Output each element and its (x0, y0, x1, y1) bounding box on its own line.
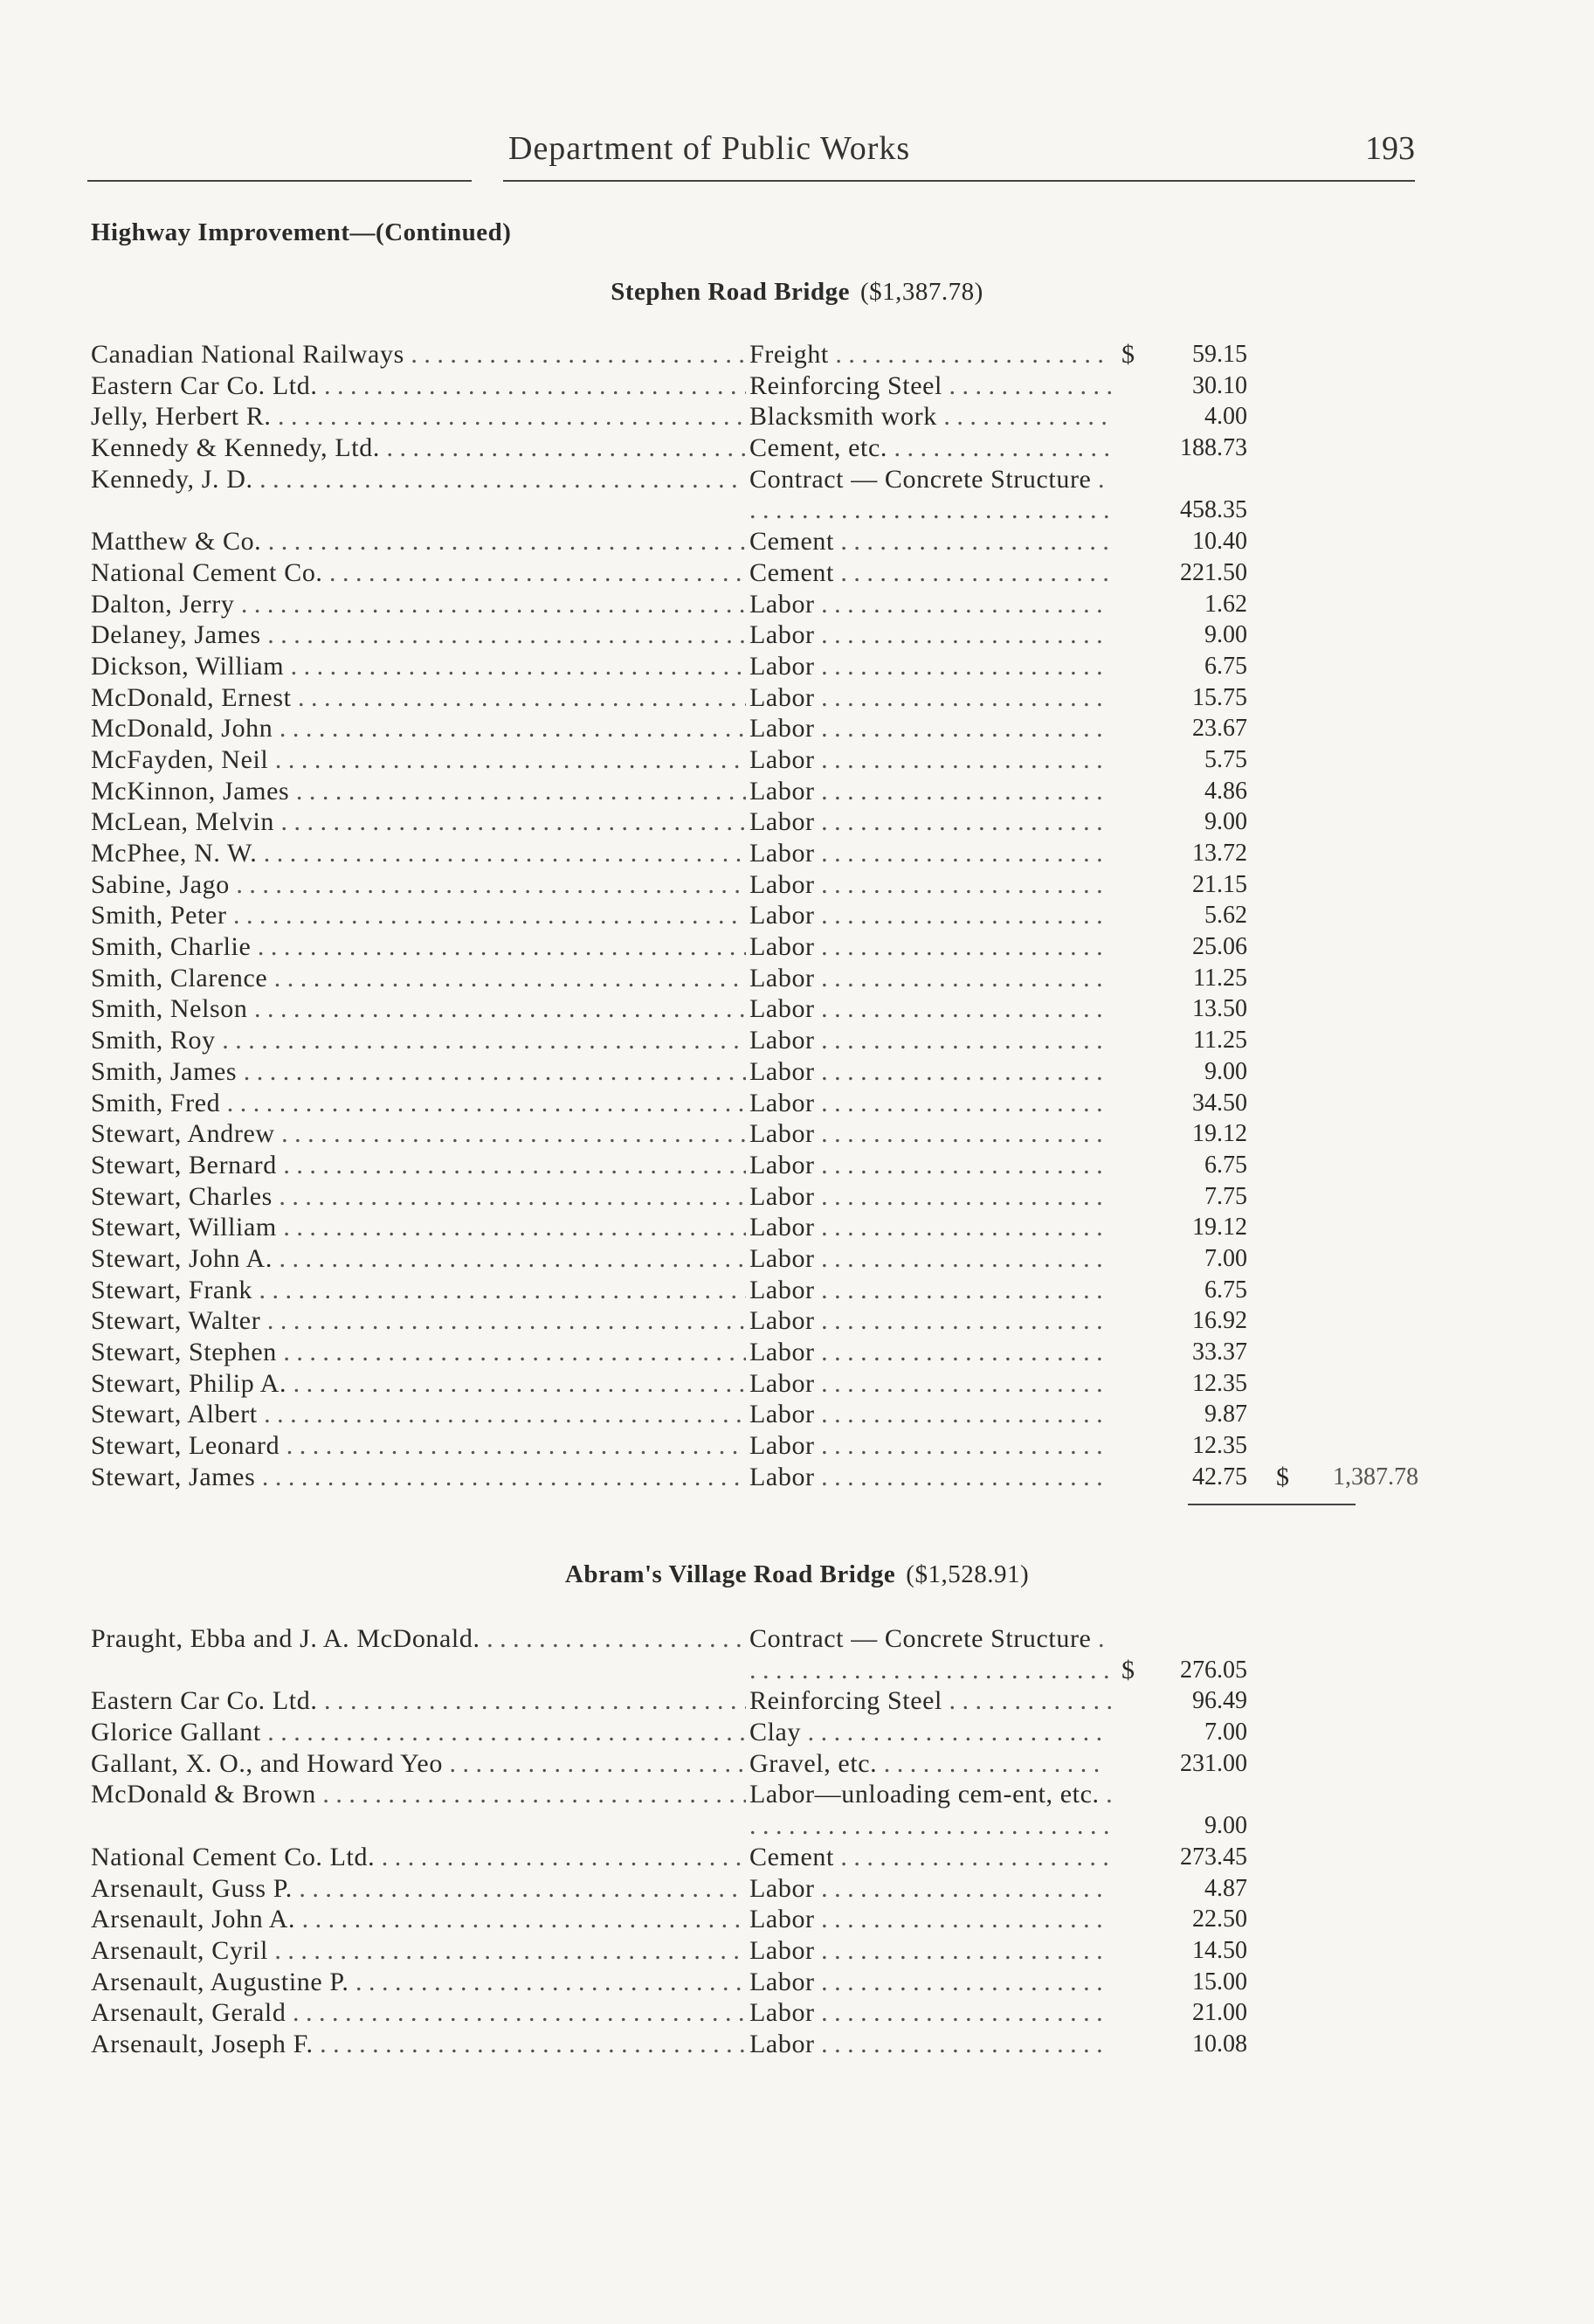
ledger-row (91, 1935, 1418, 1967)
payee-name: Glorice Gallant . . . (91, 1717, 746, 1748)
subsection-amount: ($1,387.78) (859, 278, 983, 306)
payment-amount: 7.00 (1204, 1719, 1247, 1746)
payee-name: Arsenault, Augustine P. . . . (91, 1967, 746, 1998)
payee-name: Dalton, Jerry . . . (91, 589, 746, 620)
payment-purpose: Labor . . . . . . . . . . . . . . . . . . . . . . (749, 869, 1103, 899)
payee-name: Arsenault, Joseph F. . . . (91, 2029, 746, 2060)
payment-purpose: Labor . . . . . . . . . . . . . . . . . . . . . . (749, 1275, 1103, 1304)
payment-purpose: Freight . . . . . . . . . . . . . . . . . . . . . (749, 340, 1104, 369)
payee-name: Stewart, Leonard . . . (91, 1430, 746, 1462)
payment-amount: 276.05 (1180, 1656, 1247, 1684)
payment-purpose: Labor . . . . . . . . . . . . . . . . . . . . . . (749, 901, 1103, 930)
ledger-row (91, 931, 1418, 963)
payee-name: McDonald, Ernest . . . (91, 682, 746, 714)
payment-amount: 9.00 (1204, 808, 1247, 836)
payment-amount: 7.00 (1204, 1244, 1247, 1272)
ledger-row (91, 651, 1418, 682)
payment-purpose: Labor . . . . . . . . . . . . . . . . . . . . . . (749, 1338, 1103, 1367)
payment-amount: 10.40 (1192, 528, 1247, 556)
ledger-row (91, 900, 1418, 931)
ledger-row (91, 869, 1418, 901)
ledger-row (91, 2029, 1418, 2060)
payment-purpose: Labor . . . . . . . . . . . . . . . . . . . . . . (749, 1368, 1103, 1398)
payee-name: McPhee, N. W. . . . (91, 838, 746, 869)
ledger-row (91, 1399, 1418, 1430)
payee-name: Stewart, Bernard . . . (91, 1150, 746, 1181)
payment-amount: 23.67 (1192, 715, 1247, 743)
ledger-row (91, 744, 1418, 776)
ledger-row (91, 1842, 1418, 1873)
payment-amount: 22.50 (1192, 1906, 1247, 1933)
payee-name: McKinnon, James . . . (91, 776, 746, 807)
subsection-amount: ($1,528.91) (906, 1560, 1030, 1588)
payment-amount: 9.00 (1204, 1812, 1247, 1840)
ledger-row (91, 1181, 1418, 1213)
payment-purpose: Labor . . . . . . . . . . . . . . . . . . . . . . (749, 651, 1103, 681)
payee-name: McFayden, Neil . . . (91, 744, 746, 776)
payment-amount: 33.37 (1192, 1338, 1247, 1366)
payment-purpose: Labor . . . . . . . . . . . . . . . . . . . . . . (749, 1243, 1103, 1273)
payment-amount: 231.00 (1180, 1749, 1247, 1777)
payment-amount: 4.00 (1204, 403, 1247, 431)
payment-purpose: Cement . . . . . . . . . . . . . . . . . . . . . (749, 527, 1109, 557)
payment-amount: 9.00 (1204, 621, 1247, 649)
payment-purpose: Labor . . . . . . . . . . . . . . . . . . . . . . (749, 1119, 1103, 1149)
ledger-row (91, 993, 1418, 1025)
payee-name: Smith, Clarence . . . (91, 963, 746, 994)
payee-name: Smith, Charlie . . . (91, 931, 746, 963)
payment-purpose: Labor . . . . . . . . . . . . . . . . . . . . . . (749, 620, 1103, 650)
payee-name: Jelly, Herbert R. . . . (91, 401, 746, 432)
payment-amount: 30.10 (1192, 371, 1247, 399)
ledger-row (91, 526, 1418, 557)
payee-name: Arsenault, Guss P. . . . (91, 1873, 746, 1905)
payment-amount: 9.00 (1204, 1057, 1247, 1085)
ledger-row (91, 1056, 1418, 1088)
ledger-row (91, 963, 1418, 994)
ledger-row (91, 838, 1418, 869)
ledger-row (91, 1623, 1418, 1685)
ledger-row (91, 1779, 1418, 1841)
payee-name: National Cement Co. . . . (91, 557, 746, 589)
payment-purpose: Reinforcing Steel . . . . . . . . . . . . . (749, 1686, 1113, 1716)
payee-name: Stewart, Walter . . . (91, 1305, 746, 1337)
ledger-row (91, 776, 1418, 807)
ledger-row (91, 432, 1418, 464)
payment-purpose: Gravel, etc. . . . . . . . . . . . . . . . . . (749, 1748, 1101, 1778)
ledger-row (91, 1025, 1418, 1056)
page-header-title: Department of Public Works (508, 130, 911, 167)
payee-name: Eastern Car Co. Ltd. . . . (91, 370, 746, 402)
ledger-row (91, 619, 1418, 651)
ledger-row (91, 339, 1418, 370)
dollar-sign: $ (1121, 340, 1135, 369)
ledger-row (91, 1243, 1418, 1275)
ledger-row (91, 589, 1418, 620)
payee-name: Matthew & Co. . . . (91, 526, 746, 557)
payment-purpose: Labor . . . . . . . . . . . . . . . . . . . . . . (749, 1306, 1103, 1336)
payee-name: Stewart, Charles . . . (91, 1181, 746, 1213)
payment-amount: 21.00 (1192, 1999, 1247, 2027)
header-rule-left (87, 180, 472, 182)
payment-purpose: Cement . . . . . . . . . . . . . . . . . . . . . (749, 557, 1109, 587)
payee-name: Sabine, Jago . . . (91, 869, 746, 901)
payment-purpose: Contract — Concrete Structure . . . . . . . . . . . . . . . . . . . . . . . . . . . . . (749, 464, 1110, 525)
payment-purpose: Cement . . . . . . . . . . . . . . . . . . . . . (749, 1842, 1109, 1871)
payment-purpose: Clay . . . . . . . . . . . . . . . . . . . . . . . (749, 1718, 1103, 1747)
payment-amount: 59.15 (1192, 341, 1247, 368)
ledger-row (91, 1305, 1418, 1337)
payment-amount: 96.49 (1192, 1687, 1247, 1715)
payment-amount: 5.75 (1204, 745, 1247, 773)
payee-name: Stewart, James . . . (91, 1462, 746, 1493)
payment-amount: 25.06 (1192, 933, 1247, 961)
payee-name: Arsenault, Cyril . . . (91, 1935, 746, 1967)
payment-amount: 12.35 (1192, 1369, 1247, 1397)
payment-purpose: Labor . . . . . . . . . . . . . . . . . . . . . . (749, 682, 1103, 712)
ledger-row (91, 1088, 1418, 1119)
payment-purpose: Labor . . . . . . . . . . . . . . . . . . . . . . (749, 1150, 1103, 1179)
payment-amount: 221.50 (1180, 558, 1247, 586)
payment-purpose: Labor . . . . . . . . . . . . . . . . . . . . . . (749, 1998, 1103, 2028)
ledger-row (91, 1462, 1418, 1493)
payment-amount: 10.08 (1192, 2030, 1247, 2058)
payee-name: Stewart, Stephen . . . (91, 1337, 746, 1368)
payment-amount: 14.50 (1192, 1936, 1247, 1964)
payment-amount: 6.75 (1204, 1151, 1247, 1179)
header-rule-right (503, 180, 1415, 182)
payee-name: Stewart, Andrew . . . (91, 1118, 746, 1150)
payment-purpose: Labor . . . . . . . . . . . . . . . . . . . . . . (749, 1400, 1103, 1429)
payment-purpose: Labor . . . . . . . . . . . . . . . . . . . . . . (749, 1088, 1103, 1117)
payee-name: Kennedy & Kennedy, Ltd. . . . (91, 432, 746, 464)
ledger-stephen-road-bridge (91, 339, 1418, 1492)
payee-name: Dickson, William . . . (91, 651, 746, 682)
payee-name: Stewart, William . . . (91, 1212, 746, 1243)
payment-purpose: Labor . . . . . . . . . . . . . . . . . . . . . . (749, 1056, 1103, 1086)
payment-amount: 19.12 (1192, 1214, 1247, 1242)
payment-purpose: Labor . . . . . . . . . . . . . . . . . . . . . . (749, 932, 1103, 962)
payment-purpose: Labor . . . . . . . . . . . . . . . . . . . . . . (749, 776, 1103, 806)
total-dollar-sign: $ (1276, 1462, 1289, 1491)
payment-purpose: Labor . . . . . . . . . . . . . . . . . . . . . . (749, 1431, 1103, 1461)
payee-name: McLean, Melvin . . . (91, 806, 746, 838)
payment-purpose: Cement, etc. . . . . . . . . . . . . . . . . . (749, 433, 1110, 463)
payment-purpose: Labor . . . . . . . . . . . . . . . . . . . . . . (749, 807, 1103, 837)
section-total: 1,387.78 (1333, 1463, 1418, 1491)
payee-name: Arsenault, Gerald . . . (91, 1997, 746, 2029)
ledger-row (91, 713, 1418, 744)
payment-amount: 9.87 (1204, 1401, 1247, 1428)
payee-name: Canadian National Railways . . . (91, 339, 746, 370)
ledger-row (91, 1967, 1418, 1998)
ledger-row (91, 1150, 1418, 1181)
payment-amount: 6.75 (1204, 1276, 1247, 1304)
running-head (87, 129, 1415, 182)
payee-name: National Cement Co. Ltd. . . . (91, 1842, 746, 1873)
ledger-row (91, 1430, 1418, 1462)
ledger-row (91, 1748, 1418, 1780)
payment-purpose: Labor . . . . . . . . . . . . . . . . . . . . . . (749, 1905, 1103, 1934)
payee-name: Stewart, Frank . . . (91, 1275, 746, 1306)
payment-amount: 7.75 (1204, 1182, 1247, 1210)
payment-amount: 21.15 (1192, 870, 1247, 898)
ledger-row (91, 1873, 1418, 1905)
payment-purpose: Labor . . . . . . . . . . . . . . . . . . . . . . (749, 714, 1103, 744)
payment-amount: 19.12 (1192, 1120, 1247, 1148)
payment-purpose: Labor . . . . . . . . . . . . . . . . . . . . . . (749, 1181, 1103, 1211)
section-heading: Highway Improvement—(Continued) (91, 218, 512, 246)
payment-amount: 458.35 (1180, 496, 1247, 524)
payment-purpose: Labor . . . . . . . . . . . . . . . . . . . . . . (749, 1873, 1103, 1903)
payee-name: Smith, Nelson . . . (91, 993, 746, 1025)
payment-amount: 16.92 (1192, 1307, 1247, 1335)
payment-purpose: Labor . . . . . . . . . . . . . . . . . . . . . . (749, 1462, 1103, 1491)
ledger-row (91, 1997, 1418, 2029)
payee-name: Smith, Fred . . . (91, 1088, 746, 1119)
payee-name: Stewart, Philip A. . . . (91, 1368, 746, 1400)
ledger-row (91, 557, 1418, 589)
payee-name: Praught, Ebba and J. A. McDonald. . . . (91, 1623, 746, 1655)
payee-name: Eastern Car Co. Ltd. . . . (91, 1685, 746, 1717)
payment-amount: 1.62 (1204, 590, 1247, 618)
payee-name: Smith, Roy . . . (91, 1025, 746, 1056)
payee-name: Gallant, X. O., and Howard Yeo . . . (91, 1748, 746, 1780)
ledger-row (91, 1368, 1418, 1400)
page-number: 193 (1365, 130, 1415, 167)
subsection-title-text: Abram's Village Road Bridge (564, 1560, 896, 1588)
payment-amount: 42.75 (1192, 1463, 1247, 1491)
subsection-title-abrams-village-road-bridge (0, 1560, 1594, 1589)
payment-amount: 15.75 (1192, 683, 1247, 711)
payment-amount: 5.62 (1204, 902, 1247, 930)
payment-purpose: Labor . . . . . . . . . . . . . . . . . . . . . . (749, 2029, 1103, 2058)
ledger-row (91, 682, 1418, 714)
payment-purpose: Labor . . . . . . . . . . . . . . . . . . . . . . (749, 1967, 1103, 1996)
payment-amount: 4.87 (1204, 1874, 1247, 1902)
payee-name: Smith, James . . . (91, 1056, 746, 1088)
payment-purpose: Labor . . . . . . . . . . . . . . . . . . . . . . (749, 839, 1103, 868)
payment-amount: 13.72 (1192, 840, 1247, 868)
payee-name: McDonald, John . . . (91, 713, 746, 744)
payment-purpose: Reinforcing Steel . . . . . . . . . . . . . (749, 370, 1113, 400)
payment-amount: 11.25 (1193, 964, 1247, 992)
payee-name: Delaney, James . . . (91, 619, 746, 651)
payment-purpose: Labor . . . . . . . . . . . . . . . . . . . . . . (749, 1213, 1103, 1242)
payment-purpose: Labor . . . . . . . . . . . . . . . . . . . . . . (749, 1026, 1103, 1055)
ledger-abrams-village-road-bridge (91, 1623, 1418, 2060)
payee-name: Stewart, Albert . . . (91, 1399, 746, 1430)
ledger-row (91, 401, 1418, 432)
payment-purpose: Labor . . . . . . . . . . . . . . . . . . . . . . (749, 1935, 1103, 1965)
payment-amount: 13.50 (1192, 995, 1247, 1023)
payment-amount: 4.86 (1204, 777, 1247, 805)
payment-amount: 15.00 (1192, 1968, 1247, 1995)
ledger-row (91, 1212, 1418, 1243)
ledger-row (91, 1904, 1418, 1935)
total-rule (1188, 1504, 1356, 1505)
payment-purpose: Labor . . . . . . . . . . . . . . . . . . . . . . (749, 994, 1103, 1024)
ledger-row (91, 370, 1418, 402)
payee-name: Smith, Peter . . . (91, 900, 746, 931)
payment-purpose: Labor . . . . . . . . . . . . . . . . . . . . . . (749, 963, 1103, 993)
payment-amount: 12.35 (1192, 1432, 1247, 1460)
payee-name: Stewart, John A. . . . (91, 1243, 746, 1275)
payee-name: Arsenault, John A. . . . (91, 1904, 746, 1935)
payee-name: McDonald & Brown . . . (91, 1779, 746, 1810)
payment-amount: 188.73 (1180, 434, 1247, 462)
subsection-title-stephen-road-bridge (0, 278, 1594, 307)
payment-amount: 273.45 (1180, 1843, 1247, 1871)
subsection-title-text: Stephen Road Bridge (611, 278, 850, 306)
ledger-row (91, 1685, 1418, 1717)
ledger-row (91, 1275, 1418, 1306)
payment-amount: 34.50 (1192, 1089, 1247, 1117)
payment-purpose: Blacksmith work . . . . . . . . . . . . . (749, 402, 1108, 432)
payee-name: Kennedy, J. D. . . . (91, 464, 746, 495)
payment-purpose: Contract — Concrete Structure . . . . . . . . . . . . . . . . . . . . . . . . . . . . . (749, 1624, 1110, 1684)
ledger-row (91, 1717, 1418, 1748)
payment-purpose: Labor . . . . . . . . . . . . . . . . . . . . . . (749, 589, 1103, 619)
payment-amount: 6.75 (1204, 652, 1247, 680)
ledger-row (91, 1118, 1418, 1150)
ledger-row (91, 1337, 1418, 1368)
payment-purpose: Labor . . . . . . . . . . . . . . . . . . . . . . (749, 744, 1103, 774)
dollar-sign: $ (1121, 1655, 1135, 1684)
ledger-row (91, 806, 1418, 838)
ledger-row (91, 464, 1418, 526)
payment-purpose: Labor—unloading cem-ent, etc. . . . . . . . . . . . . . . . . . . . . . . . . . . . . . (749, 1780, 1113, 1841)
payment-amount: 11.25 (1193, 1027, 1247, 1055)
